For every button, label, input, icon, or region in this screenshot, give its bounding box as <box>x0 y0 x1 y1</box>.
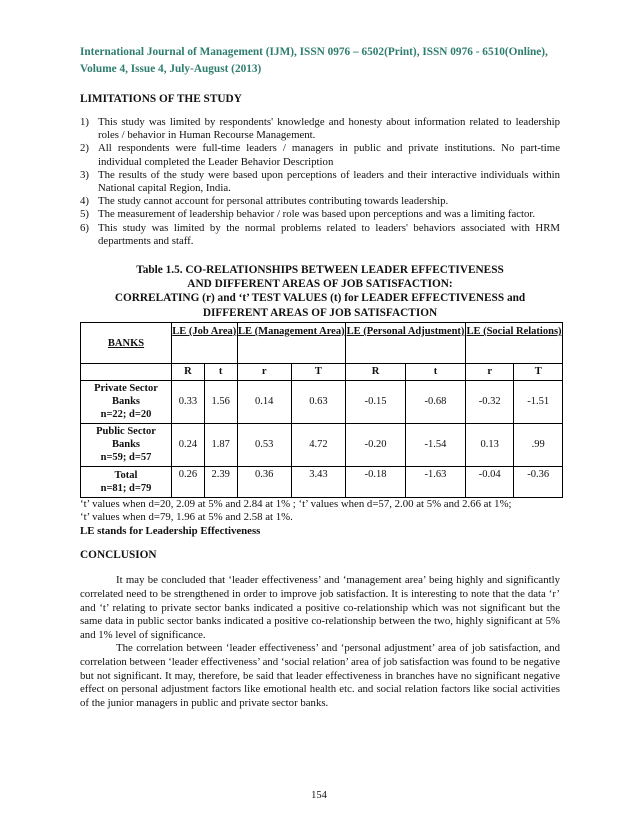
value-cell: 0.33 <box>172 380 205 423</box>
caption-line: AND DIFFERENT AREAS OF JOB SATISFACTION: <box>187 278 453 291</box>
table-caption <box>80 263 560 320</box>
bank-line: Total <box>114 469 138 481</box>
subheader-cell: R <box>346 363 406 380</box>
value-cell: -0.32 <box>465 380 513 423</box>
value-cell: -0.68 <box>406 380 466 423</box>
value-cell: 0.14 <box>237 380 291 423</box>
item-number: 6) <box>80 221 89 234</box>
item-number: 1) <box>80 116 89 128</box>
bank-line: n=22; d=20 <box>100 409 152 421</box>
bank-line: n=81; d=79 <box>100 482 152 494</box>
item-number: 2) <box>80 142 89 155</box>
item-text: This study was limited by the normal problems related to leaders' behaviors associated with HRM departments and staff. <box>98 221 560 247</box>
value-cell: -1.54 <box>406 423 466 466</box>
subheader-cell: r <box>237 363 291 380</box>
table-row <box>81 380 563 423</box>
value-cell: .99 <box>514 423 563 466</box>
value-cell: 1.56 <box>204 380 237 423</box>
caption-line: DIFFERENT AREAS OF JOB SATISFACTION <box>202 306 438 319</box>
item-text: The results of the study were based upon perceptions of leaders and their interactive individuals within National capital Region, India. <box>98 168 560 195</box>
list-item <box>80 116 560 142</box>
bank-line: Banks <box>111 396 141 408</box>
conclusion-heading: CONCLUSION <box>80 549 157 562</box>
value-cell: -0.04 <box>465 466 513 497</box>
item-text: This study was limited by respondents' knowledge and honesty about information related to leadership roles / behavior in Human Recourse Management. <box>98 116 560 142</box>
subheader-cell: R <box>172 363 205 380</box>
le-note: LE stands for Leadership Effectiveness <box>80 524 261 537</box>
list-item <box>80 169 560 195</box>
value-cell: 2.39 <box>204 466 237 497</box>
t-values-note-1: ‘t’ values when d=20, 2.09 at 5% and 2.84 at 1% ; ‘t’ values when d=57, 2.00 at 5% and 2.66 at 1%; <box>80 497 512 510</box>
value-cell: 3.43 <box>291 466 345 497</box>
value-cell: 1.87 <box>204 423 237 466</box>
group-header-social-relations: LE (Social Relations) <box>465 322 562 363</box>
value-cell: 0.63 <box>291 380 345 423</box>
page-number: 154 <box>311 790 327 801</box>
item-text: The measurement of leadership behavior / role was based upon perceptions and was a limiting factor. <box>98 208 536 221</box>
journal-line-2: Volume 4, Issue 4, July-August (2013) <box>80 63 262 75</box>
conclusion-paragraph-1: It may be concluded that ‘leader effectiveness’ and ‘management area’ being highly and significantly correlated need to be strengthened in order to improve job satisfaction. It is interesting to note that the data ‘r’ and ‘t’ relating to private sector banks indicated a positive co-relationship which was not significant but the same data in public sector banks indicated a positive co-relationship between the two, highly significant at 5% and 1% level of significance. <box>80 574 560 641</box>
limitations-heading: LIMITATIONS OF THE STUDY <box>80 93 242 105</box>
subheader-cell: r <box>465 363 513 380</box>
value-cell: 0.26 <box>172 466 205 497</box>
value-cell: -0.36 <box>514 466 563 497</box>
subheader-cell: T <box>514 363 563 380</box>
item-number: 5) <box>80 208 89 221</box>
bank-line: Public Sector <box>96 426 156 438</box>
subheader-cell: T <box>291 363 345 380</box>
bank-cell <box>81 423 172 466</box>
value-cell: -0.20 <box>346 423 406 466</box>
bank-line: n=59; d=57 <box>100 452 152 464</box>
item-number: 3) <box>80 168 89 181</box>
group-header-management-area: LE (Management Area) <box>237 322 346 363</box>
subheader-blank <box>81 363 172 380</box>
t-values-note-2: ‘t’ values when d=79, 1.96 at 5% and 2.58 at 1%. <box>80 511 293 524</box>
subheader-cell: t <box>406 363 466 380</box>
item-number: 4) <box>80 195 89 208</box>
page-content <box>80 44 560 710</box>
list-item <box>80 208 560 221</box>
value-cell: -0.15 <box>346 380 406 423</box>
journal-line-1: International Journal of Management (IJM), ISSN 0976 – 6502(Print), ISSN 0976 - 6510(Online), <box>80 46 548 58</box>
bank-line: Banks <box>111 439 141 451</box>
value-cell: 0.53 <box>237 423 291 466</box>
value-cell: -1.51 <box>514 380 563 423</box>
item-text: The study cannot account for personal attributes contributing towards leadership. <box>98 195 449 208</box>
limitations-list <box>80 116 560 248</box>
bank-cell <box>81 380 172 423</box>
subheader-cell: t <box>204 363 237 380</box>
group-header-job-area: LE (Job Area) <box>172 322 238 363</box>
list-item <box>80 222 560 248</box>
value-cell: 4.72 <box>291 423 345 466</box>
correlation-table <box>80 322 563 498</box>
value-cell: 0.36 <box>237 466 291 497</box>
value-cell: 0.24 <box>172 423 205 466</box>
value-cell: 0.13 <box>465 423 513 466</box>
bank-cell <box>81 466 172 497</box>
group-header-personal-adjustment: LE (Personal Adjustment) <box>346 322 466 363</box>
item-text: All respondents were full-time leaders / managers in public and private institutions. No part-time individual completed the Leader Behavior Description <box>98 142 560 168</box>
caption-line: CORRELATING (r) and ‘t’ TEST VALUES (t) for LEADER EFFECTIVENESS and <box>114 292 526 305</box>
list-item <box>80 142 560 168</box>
journal-header <box>80 44 560 78</box>
conclusion-paragraph-2: The correlation between ‘leader effectiveness’ and ‘personal adjustment’ area of job satisfaction, and correlation between ‘leader effectiveness’ and ‘social relation’ area of job satisfaction was found to be negative but not significant. It may, therefore, be said that leader effectiveness in branches have no significant negative effect on personal adjustment factors like emotional health etc. and social relation factors like social activities of the junior managers in public and private sector banks. <box>80 642 560 709</box>
caption-line: Table 1.5. CO-RELATIONSHIPS BETWEEN LEADER EFFECTIVENESS <box>136 264 504 277</box>
value-cell: -0.18 <box>346 466 406 497</box>
bank-line: Private Sector <box>94 383 158 395</box>
banks-header: BANKS <box>81 322 172 363</box>
table-row <box>81 423 563 466</box>
table-row <box>81 466 563 497</box>
list-item <box>80 195 560 208</box>
value-cell: -1.63 <box>406 466 466 497</box>
